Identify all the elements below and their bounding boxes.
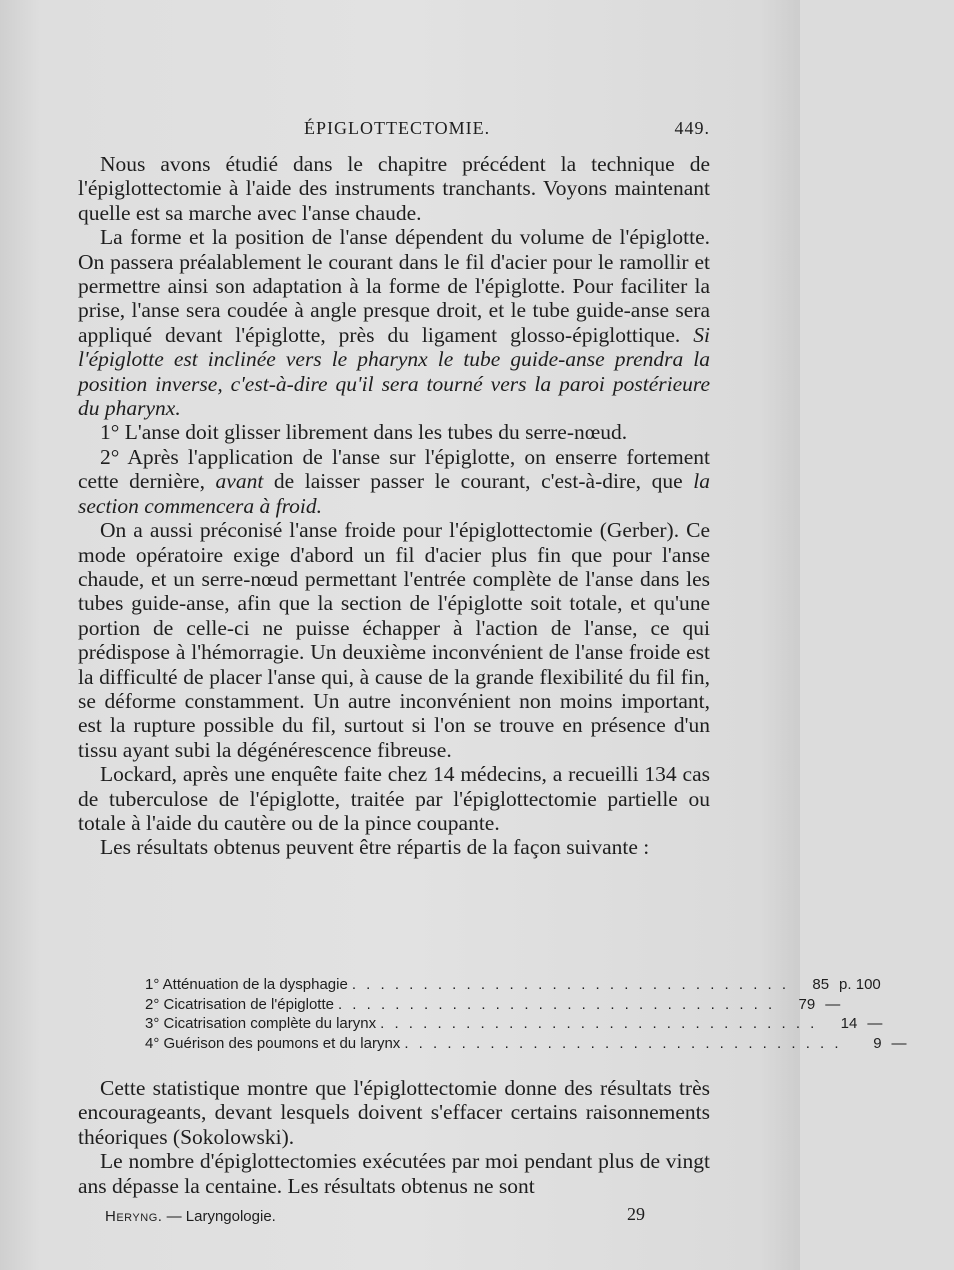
leader-dots: . . . . . . . . . . . . . . . . . . . . . . . . . . . . . . . — [351, 976, 790, 993]
text-run: Cette statistique montre que l'épiglottectomie donne des résultats très encourageants, devant lesquels doivent s'effacer certains raisonnements théoriques (Sokolowski). — [78, 1076, 710, 1149]
stat-row — [145, 975, 881, 995]
text-run: de laisser passer le courant, c'est-à-dire, que — [263, 469, 694, 494]
italic-text: la section commencera à froid. — [78, 469, 710, 518]
italic-text: Si l'épiglotte est inclinée vers le pharynx le tube guide-anse prendra la position inverse, c'est-à-dire qu'il sera tourné vers la paroi postérieure du pharynx. — [78, 322, 710, 421]
leader-dots: . . . . . . . . . . . . . . . . . . . . . . . . . . . . . . . — [404, 1034, 842, 1052]
italic-text: avant — [215, 469, 264, 494]
body-paragraph — [78, 518, 710, 762]
text-run: 2° Après l'application de l'anse sur l'épiglotte, on enserre fortement cette dernière, — [78, 444, 710, 494]
stat-row — [145, 1034, 907, 1054]
leader-dots: . . . . . . . . . . . . . . . . . . . . . . . . . . . . . . . — [337, 995, 776, 1013]
body-paragraph — [78, 445, 710, 518]
stat-unit: p. 100 — [839, 976, 881, 993]
body-paragraph — [78, 225, 710, 420]
closing-paragraph — [78, 1149, 710, 1198]
page-number: 449. — [674, 118, 710, 138]
stat-row — [145, 1014, 883, 1034]
body-paragraph — [78, 762, 710, 835]
body-paragraph — [78, 420, 710, 444]
signature-mark: 29 — [627, 1204, 645, 1224]
stat-label: 4° Guérison des poumons et du larynx — [145, 1034, 401, 1052]
body-paragraph — [78, 835, 710, 859]
footer-book: Laryngologie. — [185, 1208, 276, 1225]
main-text — [78, 152, 710, 860]
text-run: La forme et la position de l'anse dépendent du volume de l'épiglotte. On passera préalablement le courant dans le fil d'acier pour le ramollir et permettre ainsi son adaptation à la forme de l'épiglotte. Pour faciliter la prise, l'anse sera coudée à angle presque droit, et le tube guide-anse sera appliqué devant l'épiglotte, près du ligament glosso-épiglottique. — [78, 225, 710, 347]
leader-dots: . . . . . . . . . . . . . . . . . . . . . . . . . . . . . . . — [380, 1015, 818, 1032]
stat-label: 1° Atténuation de la dysphagie — [145, 976, 348, 993]
text-run: Les résultats obtenus peuvent être répartis de la façon suivante : — [100, 835, 650, 860]
closing-text — [78, 1076, 710, 1198]
closing-paragraph — [78, 1076, 710, 1149]
text-run: Lockard, après une enquête faite chez 14 médecins, a recueilli 134 cas de tuberculose de l'épiglotte, traitée par l'épiglottectomie partielle ou totale à l'aide du cautère ou de la pince coupante. — [78, 762, 710, 835]
stat-unit: — — [825, 995, 841, 1013]
stat-label: 2° Cicatrisation de l'épiglotte — [145, 995, 334, 1013]
stat-value: 85 — [812, 976, 830, 993]
stat-label: 3° Cicatrisation complète du larynx — [145, 1015, 377, 1032]
stat-row — [145, 995, 841, 1015]
stat-unit: — — [891, 1034, 907, 1052]
stat-value: 9 — [873, 1034, 882, 1052]
running-header — [78, 118, 710, 142]
stat-unit: — — [867, 1015, 883, 1032]
footer-dash: — — [166, 1208, 182, 1225]
footer-author: Heryng. — [105, 1208, 163, 1225]
body-paragraph — [78, 152, 710, 225]
text-run: On a aussi préconisé l'anse froide pour l'épiglottectomie (Gerber). Ce mode opératoire exige d'abord un fil d'acier plus fin que pour l'anse chaude, et un serre-nœud permettant l'entrée complète de l'anse dans les tubes guide-anse, afin que la section de l'épiglotte soit totale, et qu'une portion de celle-ci ne puisse échapper à l'action de l'anse, ce qui prédispose à l'hémorragie. Un deuxième inconvénient de l'anse froide est la difficulté de placer l'anse qui, à cause de la grande flexibilité du fil fin, se déforme constamment. Un autre inconvénient non moins important, est la rupture possible du fil, surtout si l'on se trouve en présence d'un tissu ayant subi la dégénérescence fibreuse. — [78, 518, 710, 762]
text-run: 1° L'anse doit glisser librement dans les tubes du serre-nœud. — [100, 420, 628, 445]
stat-value: 14 — [840, 1015, 858, 1032]
stat-value: 79 — [798, 995, 816, 1013]
text-run: Nous avons étudié dans le chapitre précédent la technique de l'épiglottectomie à l'aide des instruments tranchants. Voyons maintenant quelle est sa marche avec l'anse chaude. — [78, 152, 710, 225]
chapter-title: ÉPIGLOTTECTOMIE. — [304, 118, 491, 138]
page-footer — [105, 1204, 645, 1230]
statistics-table — [145, 975, 907, 1053]
text-run: Le nombre d'épiglottectomies exécutées par moi pendant plus de vingt ans dépasse la centaine. Les résultats obtenus ne sont — [78, 1149, 710, 1198]
